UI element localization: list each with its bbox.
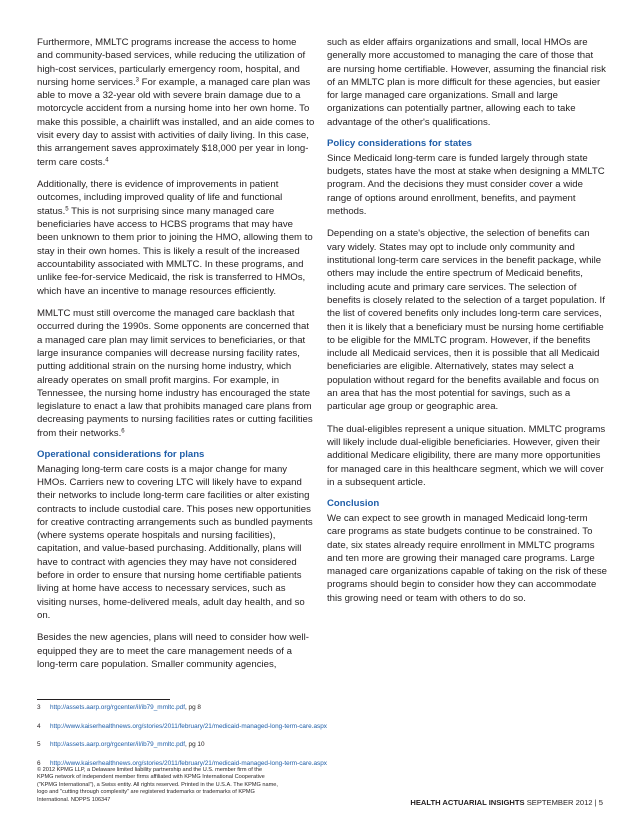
body-paragraph: The dual-eligibles represent a unique situation. MMLTC programs will likely include dual-eligible beneficiaries. However, given their additional Medicare eligibility, there are many more opportunities for managed care in this healthcare segment, which we will cover in a subsequent article. bbox=[327, 423, 606, 488]
section-heading-conclusion: Conclusion bbox=[327, 498, 380, 510]
footnote-ref: 6 bbox=[121, 428, 125, 435]
copyright-line: ("KPMG International"), a Swiss entity. All rights reserved. Printed in the U.S.A. The KPMG name, bbox=[37, 781, 278, 788]
footnote-number: 4 bbox=[37, 722, 41, 730]
section-heading-policy: Policy considerations for states bbox=[327, 138, 473, 150]
footer-separator: | bbox=[594, 798, 597, 807]
publication-date: SEPTEMBER 2012 bbox=[526, 798, 593, 807]
footnote-link[interactable]: http://assets.aarp.org/rgcenter/il/ib79_mmltc.pdf bbox=[50, 704, 185, 711]
body-paragraph: such as elder affairs organizations and small, local HMOs are generally more accustomed to managing the care of those that are nursing home certifiable. However, assuming the financial risk of an MMLTC plan is more difficult for these agencies, but easier for large managed care organizations. Small and large organizations can potentially partner, allowing each to take advantage of the other's qualifications. bbox=[327, 37, 606, 128]
footnote-ref: 3 bbox=[135, 77, 139, 84]
body-paragraph: Depending on a state's objective, the selection of benefits can vary widely. States may opt to include only community and institutional long-term care services in the benefit package, while others may include the entire spectrum of Medicaid benefits, including acute and primary care services. The selection of benefits is closely related to the selection of a target population. If the list of covered benefits only includes long-term care services, then it is likely that a beneficiary must be nursing home certifiable to be eligible for the MMLTC program. However, if the benefits include all Medicaid services, then it is possible that all Medicaid beneficiaries are eligible. Alternatively, states may select a population without regard for the benefits available and focus on an area that has the most potential for savings, such as a particular age group or geographic area. bbox=[327, 228, 605, 413]
publication-name: HEALTH ACTUARIAL INSIGHTS bbox=[410, 798, 525, 807]
footnote-link[interactable]: http://www.kaiserhealthnews.org/stories/2011/february/21/medicaid-managed-long-term-care.aspx bbox=[50, 722, 327, 730]
left-column bbox=[37, 36, 315, 681]
body-paragraph: We can expect to see growth in managed Medicaid long-term care programs as state budgets continue to be constrained. To date, six states already require enrollment in MMLTC programs and ten more are growing their managed care programs. Large managed care organizations capable of taking on the risk of these programs should begin to consider how they can accommodate this growing need or team with others to do so. bbox=[327, 512, 607, 604]
footnote-divider bbox=[37, 699, 170, 700]
footnote-number: 6 bbox=[37, 759, 41, 767]
body-paragraph: Additionally, there is evidence of improvements in patient outcomes, including improved quality of life and functional status.$^5$ This is not surprising since many managed care beneficiaries have access to HCBS programs that may have been unknown to them prior to joining the HMO, allowing them to stay in their own homes. This is likely a result of the increased accountability associated with MMLTC. In these programs, and unlike fee-for-service Medicaid, the risk is transferred to HMOs, which have an incentive to manage resources efficiently. bbox=[37, 179, 313, 297]
copyright-line: © 2012 KPMG LLP, a Delaware limited liability partnership and the U.S. member firm of the bbox=[37, 767, 263, 773]
copyright-line: logo and "cutting through complexity" are registered trademarks or trademarks of KPMG bbox=[37, 789, 255, 796]
footnote-number: 3 bbox=[37, 704, 41, 711]
footnote-link[interactable]: http://www.kaiserhealthnews.org/stories/2011/february/21/medicaid-managed-long-term-care.aspx bbox=[50, 759, 327, 767]
copyright-line: KPMG network of independent member firms affiliated with KPMG International Cooperative bbox=[37, 774, 265, 781]
footnote: 3 http://assets.aarp.org/rgcenter/il/ib79_mmltc.pdf, pg 8 bbox=[37, 704, 201, 711]
footnote-number: 5 bbox=[37, 741, 41, 748]
section-heading-operational: Operational considerations for plans bbox=[37, 449, 205, 461]
footnote-ref: 5 bbox=[65, 206, 69, 213]
footnote: 5 http://assets.aarp.org/rgcenter/il/ib79_mmltc.pdf, pg 10 bbox=[37, 741, 205, 748]
body-paragraph: Besides the new agencies, plans will need to consider how well-equipped they are to meet the care management needs of a long-term care population. Smaller community agencies, bbox=[37, 632, 309, 671]
body-paragraph: Since Medicaid long-term care is funded largely through state budgets, states have the most at stake when designing a MMLTC program. And the decisions they must consider cover a wide range of options around enrollment, benefits, and payment methods. bbox=[327, 152, 605, 217]
page-footer bbox=[410, 798, 603, 808]
footnote-link[interactable]: http://assets.aarp.org/rgcenter/il/ib79_mmltc.pdf bbox=[50, 741, 185, 748]
copyright-line: International. NDPPS 106347 bbox=[37, 796, 111, 803]
body-paragraph: Managing long-term care costs is a major change for many HMOs. Carriers new to covering LTC will likely have to expand their networks to include long-term care facilities or alter existing contracts to include custodial care. This poses new opportunities for creative contracting arrangements such as bundled payments (where systems operate hospitals and nursing facilities), capitation, and value-based purchasing. Additionally, plans will have to contract with agencies they may have not considered before in order to ensure that nursing home certifiable patients living at home have access to necessary services, such as visiting nurses, home-delivered meals, adult day health, and so on. bbox=[37, 463, 313, 621]
page-number: 5 bbox=[598, 798, 603, 807]
right-column bbox=[327, 36, 608, 614]
copyright-notice bbox=[37, 767, 337, 804]
footnote-ref: 4 bbox=[105, 157, 109, 164]
footnote bbox=[37, 723, 597, 731]
body-paragraph: MMLTC must still overcome the managed care backlash that occurred during the 1990s. Some opponents are concerned that a managed care plan may limit services to beneficiaries, or that large insurance companies will decrease nursing facility rates, putting additional strain on the nursing home industry, which already operates on small profit margins. For example, in Tennessee, the nursing home industry has encouraged the state legislature to enact a law that prohibits managed care plans from decreasing payments to nursing facilities rates or cutting facilities from their networks.$^6$ bbox=[37, 308, 313, 439]
body-paragraph: Furthermore, MMLTC programs increase the access to home and community-based services, while reducing the utilization of high-cost services, particularly emergency room, hospital, and nursing home services.$^3$ For example, a managed care plan was able to move a 32-year old with severe brain damage due to a motorcycle accident from a nursing home into her own home. To make this possible, a chairlift was installed, and an aide comes to visit every day to assist with activities of daily living. In this case, this arrangement saves approximately $18,000 per year in long-term care costs.$^4$ bbox=[37, 37, 315, 168]
